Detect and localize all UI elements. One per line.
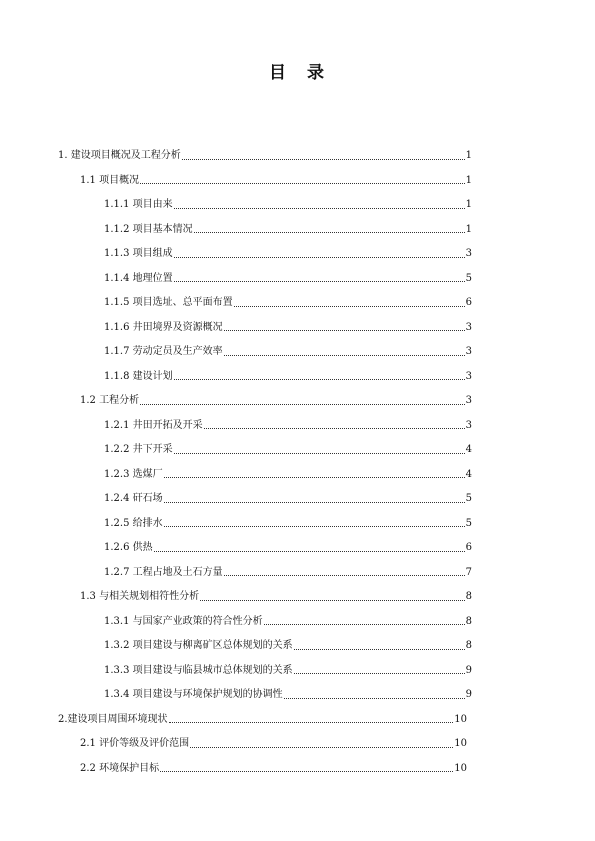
table-of-contents	[0, 144, 595, 781]
toc-page-number: 3	[465, 419, 472, 431]
toc-dot-leader	[174, 257, 465, 258]
toc-page-number: 5	[465, 493, 472, 505]
toc-entry-1-2-5[interactable]	[0, 512, 595, 537]
toc-entry-1-1-4[interactable]	[0, 267, 595, 292]
toc-dot-leader	[224, 330, 465, 331]
toc-entry-1-1-1[interactable]	[0, 193, 595, 218]
toc-page-number: 4	[465, 444, 472, 456]
toc-entry-label: 1.2.4 矸石场	[104, 493, 163, 505]
toc-entry-label: 1.2.2 井下开采	[104, 444, 173, 456]
toc-entry-1-1-5[interactable]	[0, 291, 595, 316]
toc-dot-leader	[140, 183, 465, 184]
toc-entry-1-3[interactable]	[0, 585, 595, 610]
toc-dot-leader	[174, 208, 465, 209]
toc-dot-leader	[204, 428, 465, 429]
toc-page-number: 6	[465, 297, 472, 309]
toc-dot-leader	[174, 453, 465, 454]
page-title: 目 录	[269, 63, 326, 83]
toc-dot-leader	[200, 600, 465, 601]
toc-entry-label: 1.3 与相关规划相符性分析	[80, 591, 200, 603]
toc-entry-1-2-1[interactable]	[0, 414, 595, 439]
toc-page-number: 5	[465, 517, 472, 529]
toc-entry-1-2-3[interactable]	[0, 463, 595, 488]
toc-entry-1-3-4[interactable]	[0, 683, 595, 708]
toc-entry-2[interactable]	[0, 708, 595, 733]
toc-entry-label: 2.1 评价等级及评价范围	[80, 738, 190, 750]
toc-entry-label: 1.2.5 给排水	[104, 517, 163, 529]
toc-entry-1-2-4[interactable]	[0, 487, 595, 512]
toc-entry-1[interactable]	[0, 144, 595, 169]
toc-page-number: 1	[465, 150, 472, 162]
toc-entry-label: 1.2.6 供热	[104, 542, 153, 554]
toc-entry-1-2-7[interactable]	[0, 561, 595, 586]
toc-entry-1-3-2[interactable]	[0, 634, 595, 659]
toc-entry-label: 1. 建设项目概况及工程分析	[58, 150, 181, 162]
toc-entry-label: 1.3.4 项目建设与环境保护规划的协调性	[104, 689, 283, 701]
toc-dot-leader	[140, 404, 465, 405]
toc-entry-label: 1.1.7 劳动定员及生产效率	[104, 346, 223, 358]
toc-entry-label: 1.2.1 井田开拓及开采	[104, 419, 203, 431]
toc-entry-label: 1.1.2 项目基本情况	[104, 223, 193, 235]
toc-dot-leader	[194, 232, 465, 233]
toc-entry-1-2-6[interactable]	[0, 536, 595, 561]
toc-page-number: 10	[454, 762, 467, 774]
toc-entry-1-2-2[interactable]	[0, 438, 595, 463]
toc-page-number: 7	[465, 566, 472, 578]
toc-entry-label: 1.1.8 建设计划	[104, 370, 173, 382]
toc-entry-1-1-3[interactable]	[0, 242, 595, 267]
toc-dot-leader	[284, 698, 465, 699]
toc-entry-1-3-3[interactable]	[0, 659, 595, 684]
toc-page-number: 1	[465, 174, 472, 186]
toc-page-number: 8	[465, 615, 472, 627]
toc-entry-label: 1.1.4 地理位置	[104, 272, 173, 284]
toc-entry-label: 1.1.1 项目由来	[104, 199, 173, 211]
toc-page-number: 6	[465, 542, 472, 554]
toc-dot-leader	[164, 502, 465, 503]
toc-entry-1-3-1[interactable]	[0, 610, 595, 635]
toc-entry-1-2[interactable]	[0, 389, 595, 414]
toc-entry-label: 1.1 项目概况	[80, 174, 140, 186]
toc-entry-label: 1.2 工程分析	[80, 395, 140, 407]
toc-page-number: 9	[465, 664, 472, 676]
toc-entry-label: 2.2 环境保护目标	[80, 762, 160, 774]
toc-entry-2-2[interactable]	[0, 757, 595, 782]
toc-dot-leader	[294, 649, 465, 650]
toc-entry-label: 1.3.1 与国家产业政策的符合性分析	[104, 615, 263, 627]
toc-page-number: 3	[465, 248, 472, 260]
toc-entry-label: 1.2.7 工程占地及土石方量	[104, 566, 223, 578]
toc-page-number: 3	[465, 395, 472, 407]
toc-entry-label: 1.2.3 选煤厂	[104, 468, 163, 480]
toc-page-number: 1	[465, 223, 472, 235]
toc-dot-leader	[160, 771, 453, 772]
toc-entry-label: 1.1.5 项目选址、总平面布置	[104, 297, 233, 309]
toc-dot-leader	[169, 722, 454, 723]
toc-page-number: 4	[465, 468, 472, 480]
toc-dot-leader	[224, 355, 465, 356]
toc-dot-leader	[224, 575, 465, 576]
toc-dot-leader	[182, 159, 465, 160]
toc-page-number: 3	[465, 321, 472, 333]
toc-dot-leader	[264, 624, 465, 625]
toc-page-number: 8	[465, 640, 472, 652]
toc-dot-leader	[174, 379, 465, 380]
toc-page-number: 3	[465, 346, 472, 358]
toc-entry-label: 1.1.6 井田境界及资源概况	[104, 321, 223, 333]
toc-dot-leader	[174, 281, 465, 282]
toc-page-number: 10	[454, 713, 467, 725]
toc-entry-1-1-2[interactable]	[0, 218, 595, 243]
toc-entry-1-1-6[interactable]	[0, 316, 595, 341]
toc-dot-leader	[294, 673, 465, 674]
toc-page-number: 3	[465, 370, 472, 382]
toc-entry-label: 1.3.2 项目建设与柳离矿区总体规划的关系	[104, 640, 293, 652]
toc-page-number: 5	[465, 272, 472, 284]
toc-page-number: 8	[465, 591, 472, 603]
toc-entry-1-1-7[interactable]	[0, 340, 595, 365]
toc-dot-leader	[164, 526, 465, 527]
toc-page-number: 1	[465, 199, 472, 211]
toc-dot-leader	[164, 477, 465, 478]
toc-page-number: 10	[454, 738, 467, 750]
toc-dot-leader	[190, 747, 453, 748]
toc-entry-label: 1.1.3 项目组成	[104, 248, 173, 260]
toc-entry-label: 2.建设项目周围环境现状	[58, 713, 168, 725]
toc-entry-label: 1.3.3 项目建设与临县城市总体规划的关系	[104, 664, 293, 676]
toc-dot-leader	[234, 306, 465, 307]
toc-dot-leader	[154, 551, 465, 552]
toc-entry-1-1[interactable]	[0, 169, 595, 194]
toc-entry-2-1[interactable]	[0, 732, 595, 757]
toc-entry-1-1-8[interactable]	[0, 365, 595, 390]
toc-page-number: 9	[465, 689, 472, 701]
